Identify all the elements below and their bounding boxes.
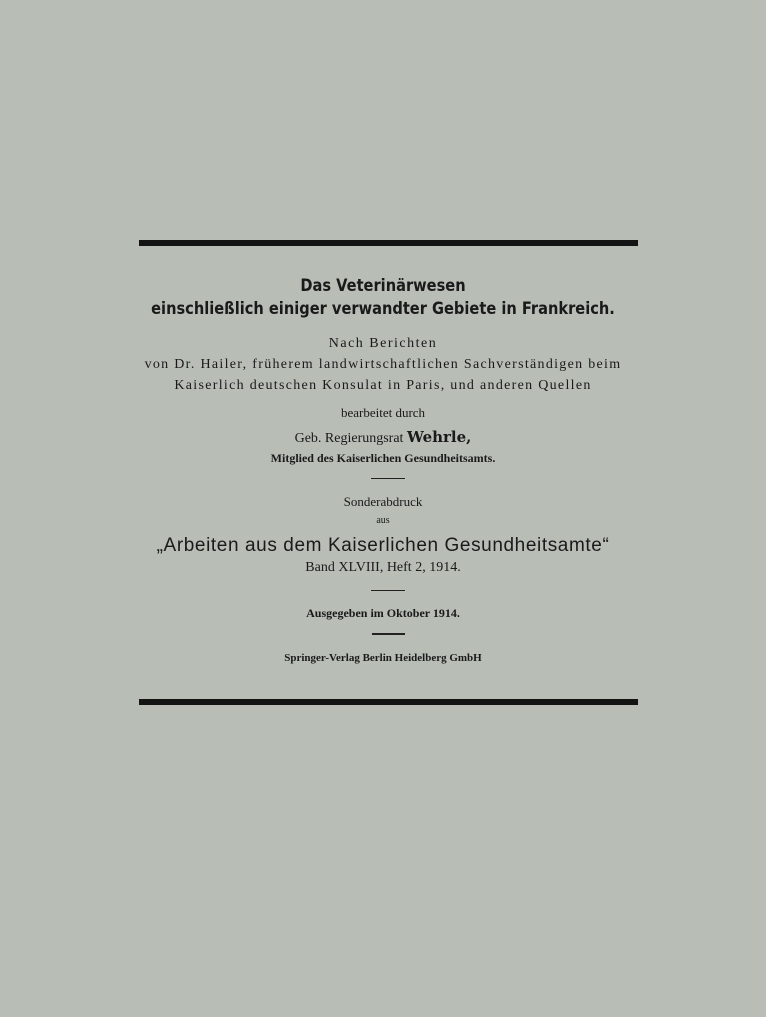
offprint-from: aus (376, 515, 390, 526)
author-prefix: Geb. Regierungsrat (294, 431, 404, 446)
offprint-label: Sonderabdruck (343, 494, 423, 509)
author-line (0, 428, 766, 447)
report-line-2: von Dr. Hailer, früherem landwirtschaftlichen Sachverständigen beim (144, 357, 622, 372)
separator-rule-2 (371, 590, 405, 591)
report-line-3: Kaiserlich deutschen Konsulat in Paris, und anderen Quellen (174, 378, 592, 393)
issued-date: Ausgegeben im Oktober 1914. (306, 606, 460, 620)
report-intro: Nach Berichten (328, 336, 438, 351)
bottom-heavy-rule (139, 699, 638, 705)
author-affiliation: Mitglied des Kaiserlichen Gesundheitsamts. (270, 451, 496, 465)
title-line-2: einschließlich einiger verwandter Gebiete in Frankreich. (151, 299, 615, 319)
publisher: Springer-Verlag Berlin Heidelberg GmbH (284, 652, 482, 664)
author-name: Wehrle, (406, 428, 472, 446)
top-heavy-rule (139, 240, 638, 246)
journal-issue: Band XLVIII, Heft 2, 1914. (305, 560, 461, 575)
journal-title: „Arbeiten aus dem Kaiserlichen Gesundheitsamte“ (156, 535, 610, 556)
title-line-1: Das Veterinärwesen (300, 276, 466, 296)
separator-rule-3 (372, 633, 405, 635)
separator-rule-1 (371, 478, 405, 479)
edited-by: bearbeitet durch (340, 405, 426, 420)
